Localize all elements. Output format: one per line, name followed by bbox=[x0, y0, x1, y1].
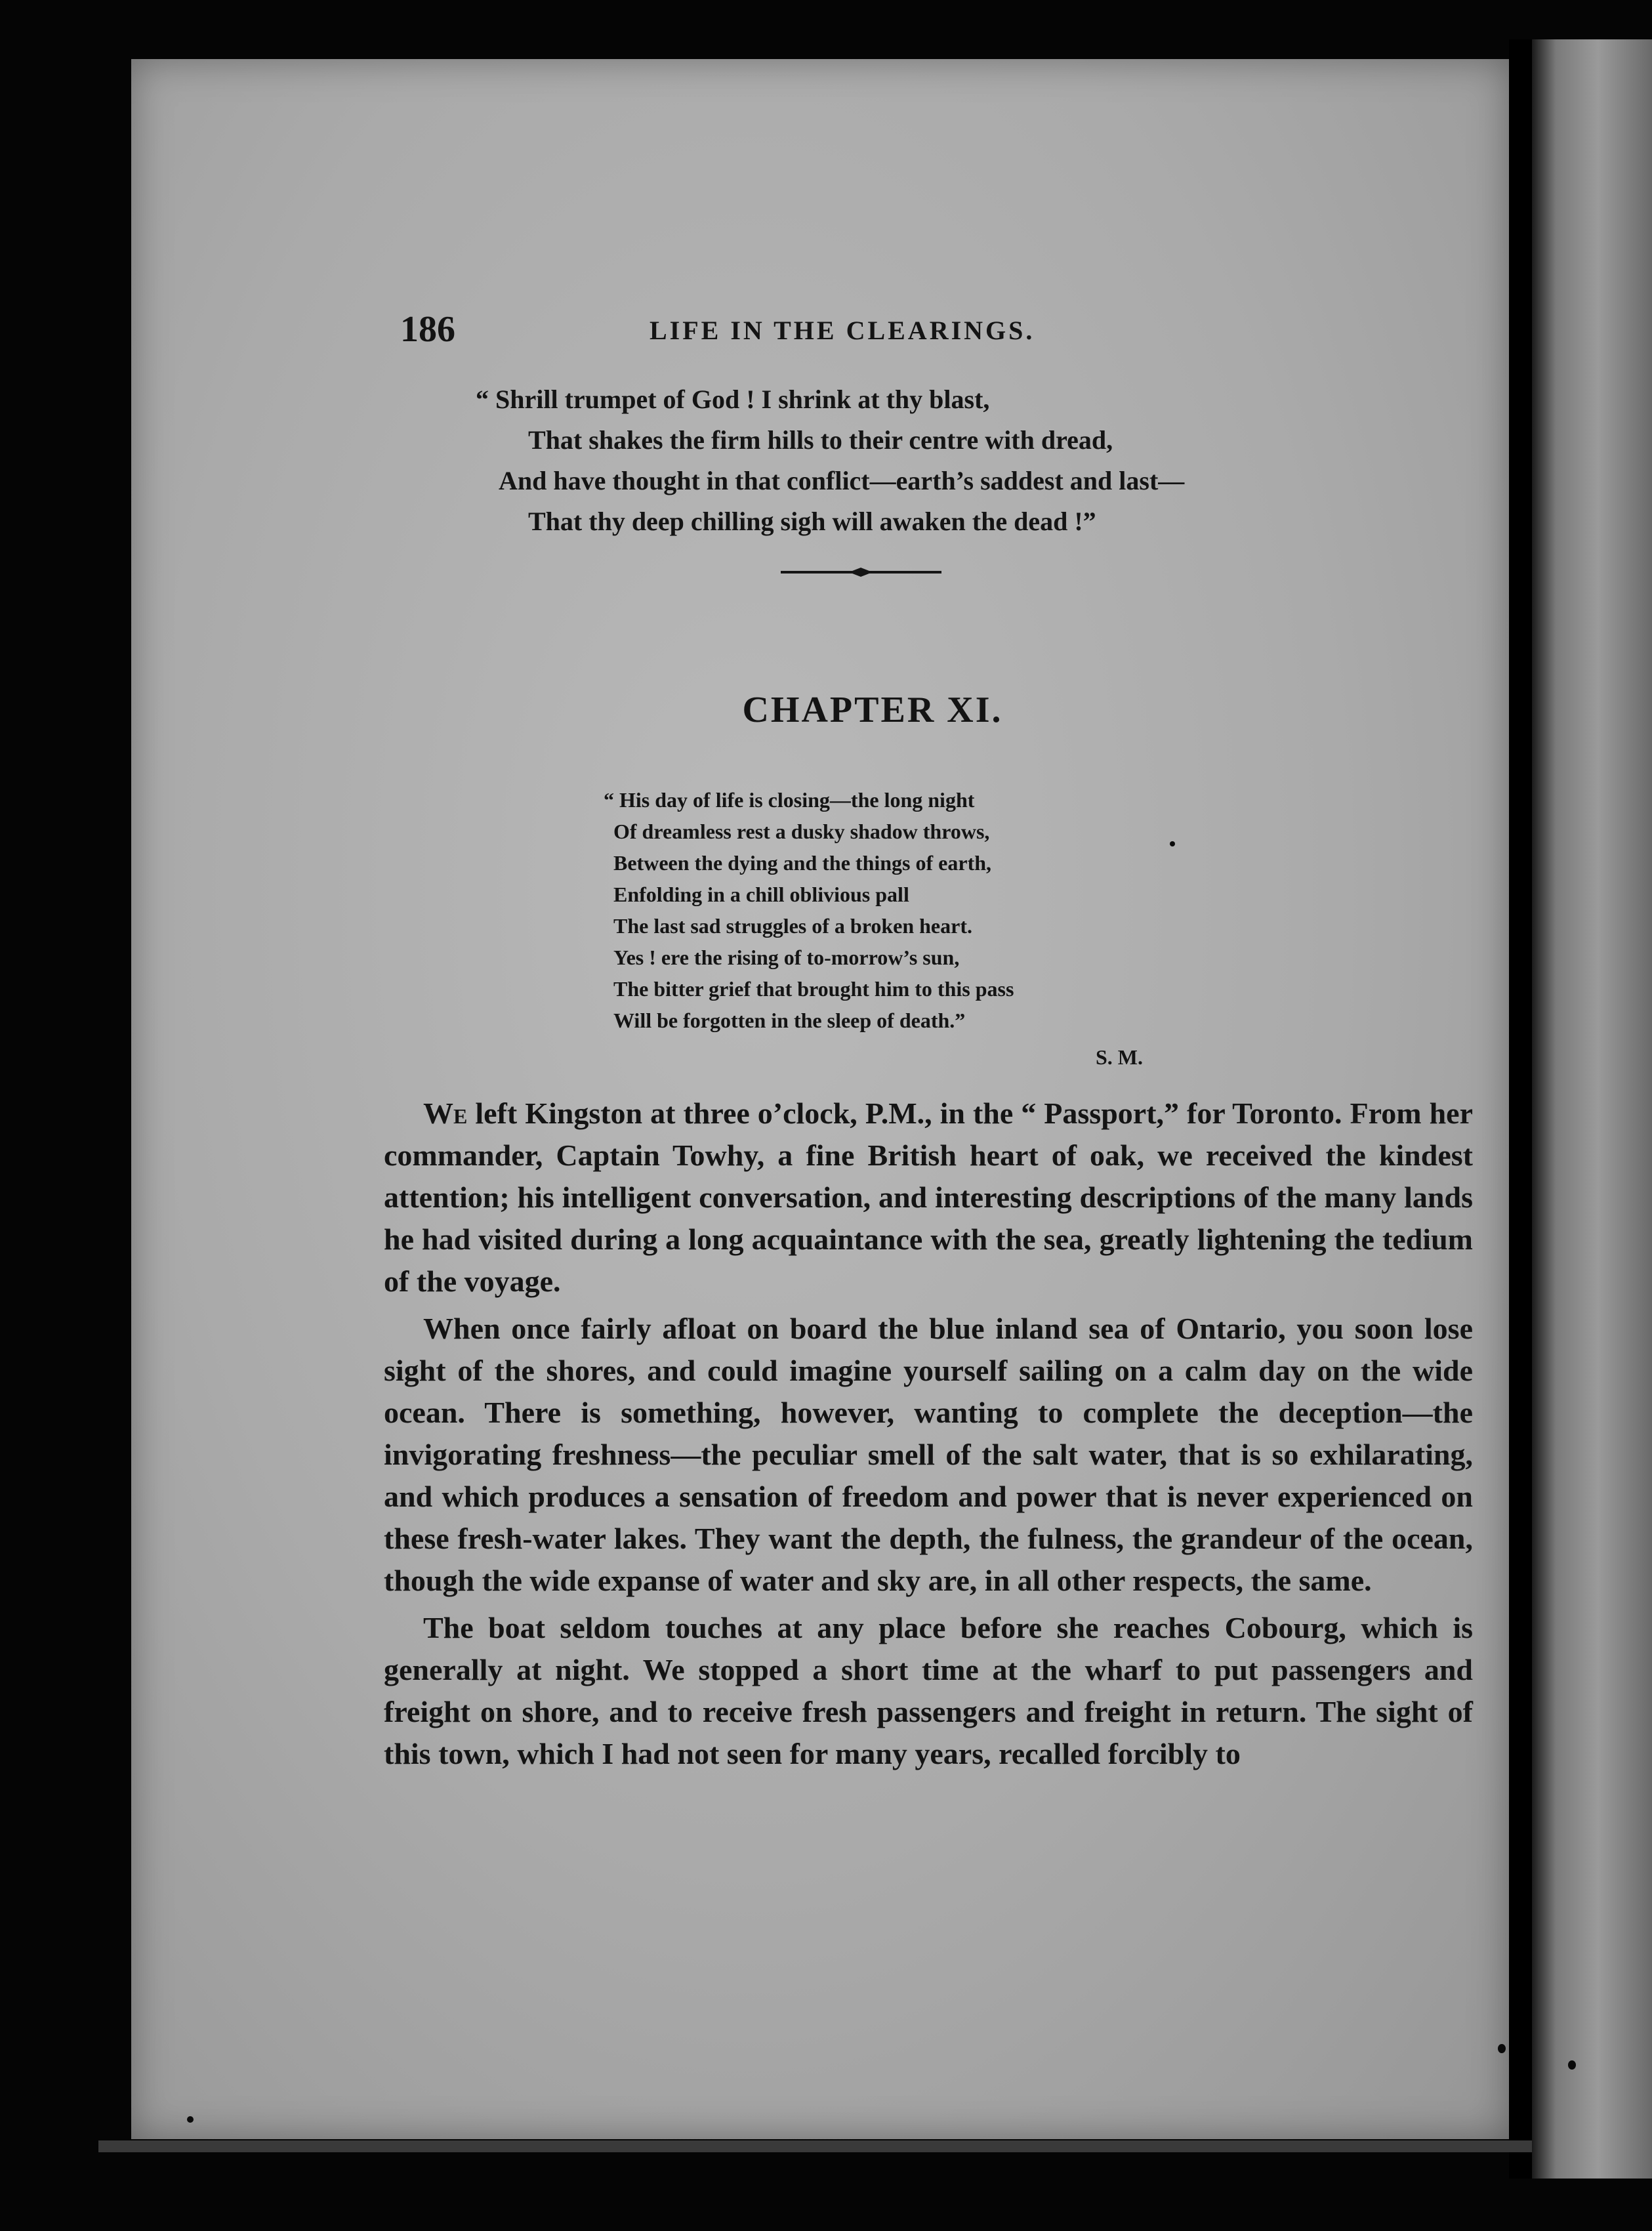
poem-line: And have thought in that conflict—earth’s saddest and last— bbox=[499, 466, 1185, 495]
epigraph-line: “ His day of life is closing—the long night bbox=[604, 788, 975, 812]
paragraph-first-word: We bbox=[423, 1096, 468, 1130]
page-bottom-edge bbox=[98, 2140, 1532, 2152]
epigraph-attribution: S. M. bbox=[1096, 1045, 1143, 1069]
section-divider-ornament bbox=[781, 566, 941, 579]
body-paragraph: The boat seldom touches at any place before she reaches Cobourg, which is generally at night. We stopped a short time at the wharf to put passengers and freight on shore, and to receive fresh passengers and freight in return. The sight of this town, which I had not seen for many years, recalled forcibly to bbox=[384, 1611, 1473, 1770]
scan-speck bbox=[1498, 2044, 1506, 2053]
page-header bbox=[131, 308, 1509, 354]
chapter-epigraph bbox=[604, 784, 1014, 1036]
epigraph-line: Yes ! ere the rising of to-morrow’s sun, bbox=[613, 946, 960, 969]
scanned-page bbox=[131, 59, 1509, 2139]
poem-line: “ Shrill trumpet of God ! I shrink at thy blast, bbox=[476, 385, 990, 414]
epigraph-line: Between the dying and the things of earth, bbox=[613, 851, 992, 875]
paragraph-text: left Kingston at three o’clock, P.M., in the “ Passport,” for Toronto. From her commander, Captain Towhy, a fine British heart of oak, we received the kindest attention; his intelligent conversation, and interesting descriptions of the many lands he had visited during a long acquaintance with the sea, greatly lightening the tedium of the voyage. bbox=[384, 1096, 1473, 1298]
binding-gutter bbox=[1509, 39, 1532, 2179]
epigraph-line: Of dreamless rest a dusky shadow throws, bbox=[613, 820, 990, 843]
chapter-title: CHAPTER XI. bbox=[742, 690, 1003, 730]
scan-speck bbox=[1568, 2060, 1576, 2070]
epigraph-line: The bitter grief that brought him to this pass bbox=[613, 977, 1014, 1001]
scan-speck bbox=[187, 2116, 194, 2123]
chapter-body bbox=[384, 1093, 1473, 1780]
adjacent-page-edge bbox=[1532, 39, 1652, 2179]
epigraph-line: Enfolding in a chill oblivious pall bbox=[613, 883, 909, 906]
running-title: LIFE IN THE CLEARINGS. bbox=[650, 316, 1035, 345]
body-paragraph: When once fairly afloat on board the blue inland sea of Ontario, you soon lose sight of the shores, and could imagine yourself sailing on a calm day on the wide ocean. There is something, however, wanting to complete the deception—the invigorating freshness—the peculiar smell of the salt water, that is so exhilarating, and which produces a sensation of freedom and power that is never experienced on these fresh-water lakes. They want the depth, the fulness, the grandeur of the ocean, though the wide expanse of water and sky are, in all other respects, the same. bbox=[384, 1312, 1473, 1597]
scan-speck bbox=[1170, 841, 1175, 846]
poem-line: That shakes the firm hills to their centre with dread, bbox=[528, 425, 1113, 455]
epigraph-line: Will be forgotten in the sleep of death.” bbox=[613, 1009, 966, 1032]
poem-line: That thy deep chilling sigh will awaken the dead !” bbox=[528, 507, 1096, 536]
body-paragraph bbox=[384, 1093, 1473, 1303]
page-number: 186 bbox=[400, 309, 455, 350]
epigraph-line: The last sad struggles of a broken heart. bbox=[613, 914, 972, 938]
